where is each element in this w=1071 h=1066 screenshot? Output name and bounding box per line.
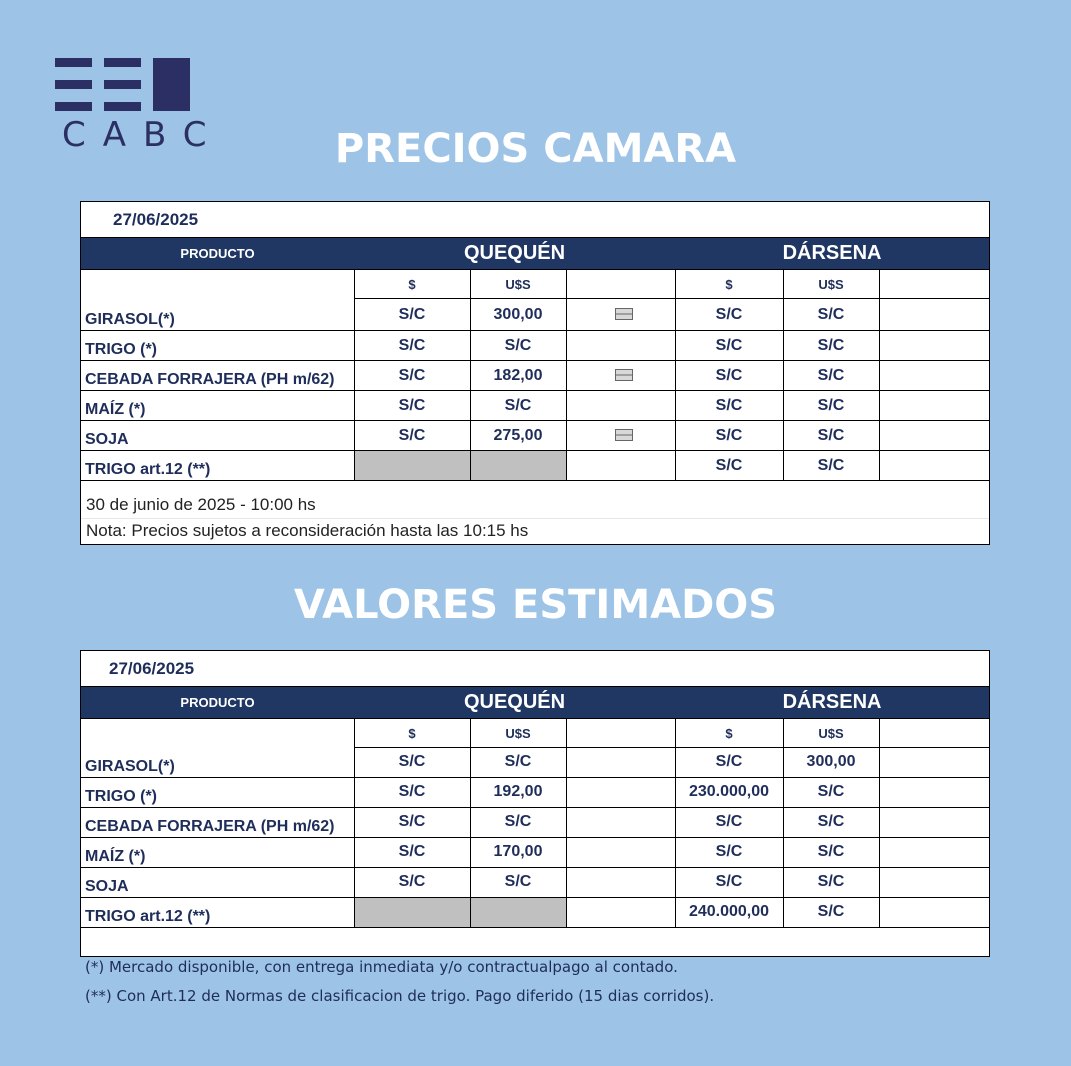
darsena-usd: S/C [783,807,879,837]
product-name: GIRASOL(*) [81,299,354,331]
precios-date: 27/06/2025 [81,202,989,238]
table-row [81,299,989,331]
logo-bar [55,80,92,89]
darsena-pesos-header: $ [675,270,783,299]
currency-header [81,719,989,748]
update-datetime: 30 de junio de 2025 - 10:00 hs [81,481,989,519]
darsena-pesos: S/C [675,748,783,778]
darsena-pesos: S/C [675,331,783,361]
darsena-usd: S/C [783,391,879,421]
quequen-pesos: S/C [354,867,470,897]
quequen-pesos: S/C [354,421,470,451]
darsena-usd: S/C [783,361,879,391]
empty-cell [879,451,989,481]
quequen-header: QUEQUÉN [354,238,675,270]
table-row [81,748,989,778]
flag-icon [615,429,633,441]
flag-cell [566,361,675,391]
product-name: TRIGO (*) [81,777,354,807]
quequen-pesos: S/C [354,299,470,331]
logo-bar [55,58,92,67]
empty-cell [81,719,354,748]
table-row [81,867,989,897]
empty-cell [566,867,675,897]
darsena-pesos-header: $ [675,719,783,748]
darsena-usd: S/C [783,299,879,331]
table-row [81,361,989,391]
quequen-usd-header: U$S [470,719,566,748]
product-name: TRIGO art.12 (**) [81,451,354,481]
flag-cell [566,421,675,451]
empty-cell [566,807,675,837]
valores-table [81,687,989,928]
product-name: CEBADA FORRAJERA (PH m/62) [81,807,354,837]
darsena-pesos: S/C [675,421,783,451]
quequen-usd: S/C [470,391,566,421]
empty-cell [879,299,989,331]
footnote-1: (*) Mercado disponible, con entrega inmediata y/o contractualpago al contado. [85,958,678,976]
quequen-usd: S/C [470,331,566,361]
quequen-usd [470,897,566,927]
product-name: GIRASOL(*) [81,748,354,778]
empty-cell [879,807,989,837]
empty-cell [566,391,675,421]
logo-bar [104,58,141,67]
quequen-usd: S/C [470,748,566,778]
producto-header: PRODUCTO [81,687,354,719]
quequen-header: QUEQUÉN [354,687,675,719]
precios-camara-title: PRECIOS CAMARA [334,126,737,172]
empty-cell [566,837,675,867]
product-name: SOJA [81,421,354,451]
quequen-pesos: S/C [354,331,470,361]
valores-date: 27/06/2025 [81,651,989,687]
quequen-usd-header: U$S [470,270,566,299]
logo-text: CABC [62,115,224,155]
empty-cell [566,331,675,361]
darsena-pesos: S/C [675,807,783,837]
darsena-usd-header: U$S [783,719,879,748]
logo-bar [104,102,141,111]
empty-cell [879,361,989,391]
empty-cell [879,331,989,361]
darsena-usd: S/C [783,331,879,361]
valores-estimados-panel [80,650,990,957]
flag-icon [615,308,633,320]
table-header [81,687,989,719]
quequen-usd: 192,00 [470,777,566,807]
product-name: TRIGO art.12 (**) [81,897,354,927]
table-row [81,451,989,481]
flag-cell [566,299,675,331]
darsena-usd: S/C [783,867,879,897]
darsena-usd: S/C [783,451,879,481]
logo-bar [55,102,92,111]
table-row [81,331,989,361]
precios-table [81,238,989,481]
precios-camara-panel [80,201,990,545]
quequen-pesos: S/C [354,748,470,778]
nota: Nota: Precios sujetos a reconsideración hasta las 10:15 hs [86,521,529,540]
quequen-usd: S/C [470,807,566,837]
quequen-pesos [354,897,470,927]
darsena-header: DÁRSENA [675,238,989,270]
darsena-pesos: S/C [675,361,783,391]
quequen-usd: 182,00 [470,361,566,391]
empty-cell [879,719,989,748]
quequen-pesos: S/C [354,391,470,421]
quequen-usd: 275,00 [470,421,566,451]
table-row [81,777,989,807]
quequen-pesos: S/C [354,361,470,391]
table-row [81,421,989,451]
currency-header [81,270,989,299]
darsena-pesos: S/C [675,837,783,867]
quequen-pesos-header: $ [354,719,470,748]
quequen-pesos [354,451,470,481]
quequen-pesos: S/C [354,837,470,867]
darsena-pesos: S/C [675,451,783,481]
table-row [81,807,989,837]
quequen-pesos: S/C [354,807,470,837]
product-name: MAÍZ (*) [81,837,354,867]
empty-cell [879,777,989,807]
table-row [81,391,989,421]
darsena-pesos: 230.000,00 [675,777,783,807]
darsena-pesos: S/C [675,299,783,331]
quequen-usd: 300,00 [470,299,566,331]
product-name: MAÍZ (*) [81,391,354,421]
flag-icon [615,369,633,381]
quequen-usd: S/C [470,867,566,897]
table-row [81,897,989,927]
darsena-usd: 300,00 [783,748,879,778]
footnote-2: (**) Con Art.12 de Normas de clasificacion de trigo. Pago diferido (15 dias corridos). [85,987,715,1005]
quequen-usd: 170,00 [470,837,566,867]
empty-cell [566,897,675,927]
product-name: SOJA [81,867,354,897]
empty-cell [566,451,675,481]
blank-row [81,928,989,956]
darsena-usd: S/C [783,421,879,451]
empty-cell [879,748,989,778]
empty-cell [879,867,989,897]
darsena-header: DÁRSENA [675,687,989,719]
empty-cell [879,421,989,451]
quequen-usd [470,451,566,481]
empty-cell [566,748,675,778]
empty-cell [566,270,675,299]
valores-estimados-title: VALORES ESTIMADOS [293,582,778,628]
table-header [81,238,989,270]
empty-cell [566,719,675,748]
empty-cell [879,837,989,867]
quequen-pesos-header: $ [354,270,470,299]
empty-cell [879,897,989,927]
darsena-usd: S/C [783,897,879,927]
logo-block [153,58,190,111]
darsena-usd-header: U$S [783,270,879,299]
darsena-pesos: S/C [675,391,783,421]
quequen-pesos: S/C [354,777,470,807]
empty-cell [879,270,989,299]
empty-cell [81,270,354,299]
product-name: CEBADA FORRAJERA (PH m/62) [81,361,354,391]
logo-bar [104,80,141,89]
darsena-pesos: 240.000,00 [675,897,783,927]
empty-cell [879,391,989,421]
darsena-pesos: S/C [675,867,783,897]
product-name: TRIGO (*) [81,331,354,361]
darsena-usd: S/C [783,837,879,867]
darsena-usd: S/C [783,777,879,807]
table-row [81,837,989,867]
producto-header: PRODUCTO [81,238,354,270]
empty-cell [566,777,675,807]
